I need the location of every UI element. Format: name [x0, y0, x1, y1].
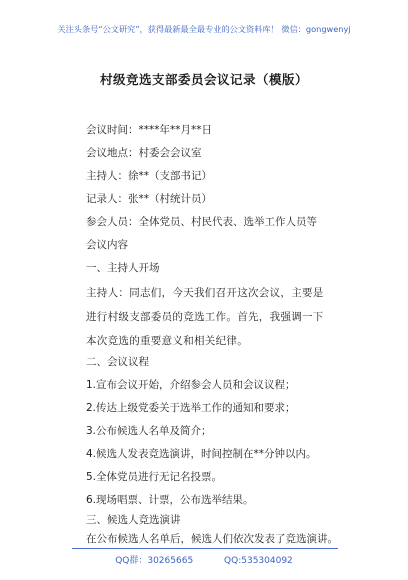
agenda-item: 4.候选人发表竞选演讲，时间控制在**分钟以内。 — [86, 448, 317, 460]
section-1-paragraph: 主持人：同志们，今天我们召开这次会议，主要是进行村级支部委员的竞选工作。首先，我强调一下本次竞选的重要意义和相关纪律。 — [86, 287, 324, 347]
qq-group-number: QQ群：30265665 — [115, 556, 194, 566]
promo-banner: 关注头条号“公文研究”，获得最新最全最专业的公文资料库！ 微信：gongwenyj — [57, 24, 351, 34]
footer-contacts — [0, 553, 408, 566]
agenda-item: 3.公布候选人名单及简介； — [86, 425, 212, 437]
meeting-attendees: 参会人员：全体党员、村民代表、选举工作人员等 — [86, 216, 317, 228]
section-1-heading: 一、主持人开场 — [86, 262, 160, 274]
section-3-paragraph: 在公布候选人名单后，候选人们依次发表了竞选演讲。 — [86, 533, 338, 545]
meeting-recorder: 记录人：张**（村统计员） — [86, 193, 212, 205]
meeting-host: 主持人：徐**（支部书记） — [86, 170, 212, 182]
agenda-item: 6.现场唱票、计票，公布选举结果。 — [86, 494, 254, 506]
agenda-item: 5.全体党员进行无记名投票。 — [86, 471, 223, 483]
qq-contact-number: QQ:535304092 — [224, 556, 293, 566]
section-3-heading: 三、候选人竞选演讲 — [86, 514, 181, 526]
section-2-heading: 二、会议议程 — [86, 356, 149, 368]
agenda-item: 1.宣布会议开始，介绍参会人员和会议议程； — [86, 379, 296, 391]
agenda-item: 2.传达上级党委关于选举工作的通知和要求； — [86, 402, 296, 414]
document-title: 村级竞选支部委员会议记录（模版） — [99, 72, 308, 87]
footer-divider — [72, 548, 338, 549]
meeting-location: 会议地点：村委会会议室 — [86, 147, 202, 159]
meeting-time: 会议时间：****年**月**日 — [86, 124, 212, 136]
meeting-content-label: 会议内容 — [86, 239, 128, 251]
